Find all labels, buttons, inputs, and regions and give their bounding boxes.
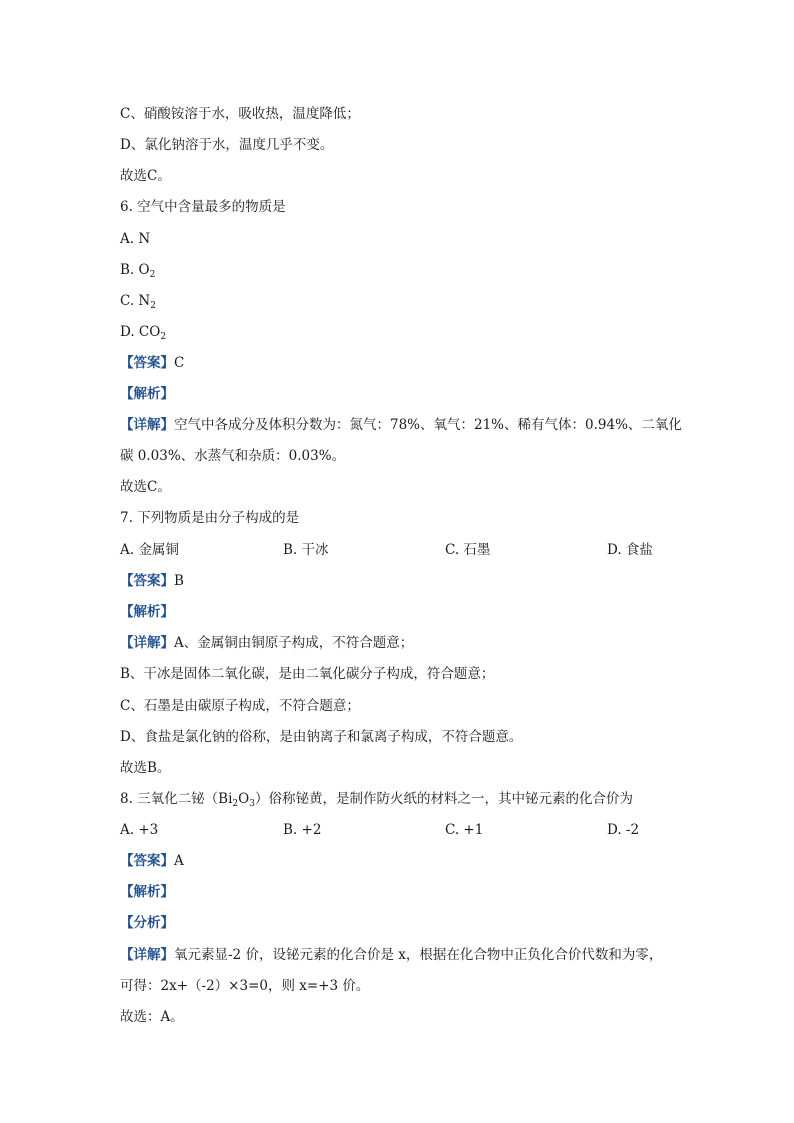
detail-line: 碳 0.03%、水蒸气和杂质：0.03%。 bbox=[120, 448, 346, 464]
option-d: D. 食盐 bbox=[607, 542, 653, 558]
analysis-label: 【分析】 bbox=[120, 915, 174, 931]
detail-line: D、食盐是氯化钠的俗称，是由钠离子和氯离子构成，不符合题意。 bbox=[120, 729, 523, 745]
question-7: 7. 下列物质是由分子构成的是 bbox=[120, 510, 300, 526]
text-line: D、氯化钠溶于水，温度几乎不变。 bbox=[120, 137, 334, 153]
analysis-label: 【解析】 bbox=[120, 604, 174, 620]
detail-line: C、石墨是由碳原子构成，不符合题意； bbox=[120, 698, 360, 714]
choice-line: 故选：A。 bbox=[120, 1009, 184, 1025]
option-a: A. N bbox=[120, 231, 151, 247]
answer-line: 【答案】C bbox=[120, 355, 185, 371]
detail-line: 【详解】氧元素显-2 价，设铋元素的化合价是 x，根据在化合物中正负化合价代数和为零， bbox=[120, 947, 663, 963]
option-b: B. $O_2$ bbox=[120, 262, 156, 280]
option-d: D. $CO_2$ bbox=[120, 324, 167, 342]
answer-line: 【答案】A bbox=[120, 853, 184, 869]
choice-line: 故选C。 bbox=[120, 479, 171, 495]
detail-line: 【详解】A、金属铜由铜原子构成，不符合题意； bbox=[120, 635, 414, 651]
option-b: B. +2 bbox=[283, 822, 322, 838]
option-b: B. 干冰 bbox=[283, 542, 329, 558]
detail-line: 可得：2x+（-2）×3=0，则 x=+3 价。 bbox=[120, 978, 370, 994]
question-8: 8. 三氧化二铋$(Bi_2O_3)$俗称铋黄，是制作防火纸的材料之一，其中铋元素的化合价为 bbox=[120, 791, 633, 809]
option-a: A. +3 bbox=[120, 822, 159, 838]
answer-line: 【答案】B bbox=[120, 573, 184, 589]
option-c: C. 石墨 bbox=[445, 542, 491, 558]
option-a: A. 金属铜 bbox=[120, 542, 179, 558]
option-d: D. -2 bbox=[607, 822, 640, 838]
analysis-label: 【解析】 bbox=[120, 386, 174, 402]
detail-line: 【详解】空气中各成分及体积分数为：氮气：78%、氧气：21%、稀有气体：0.94%、二氧化 bbox=[120, 417, 682, 433]
option-c: C. +1 bbox=[445, 822, 484, 838]
question-6: 6. 空气中含量最多的物质是 bbox=[120, 199, 286, 215]
option-c: C. $N_2$ bbox=[120, 293, 156, 311]
analysis-label: 【解析】 bbox=[120, 884, 174, 900]
text-line: 故选C。 bbox=[120, 168, 171, 184]
choice-line: 故选B。 bbox=[120, 760, 171, 776]
detail-line: B、干冰是固体二氧化碳，是由二氧化碳分子构成，符合题意； bbox=[120, 666, 495, 682]
text-line: C、硝酸铵溶于水，吸收热，温度降低； bbox=[120, 106, 360, 122]
